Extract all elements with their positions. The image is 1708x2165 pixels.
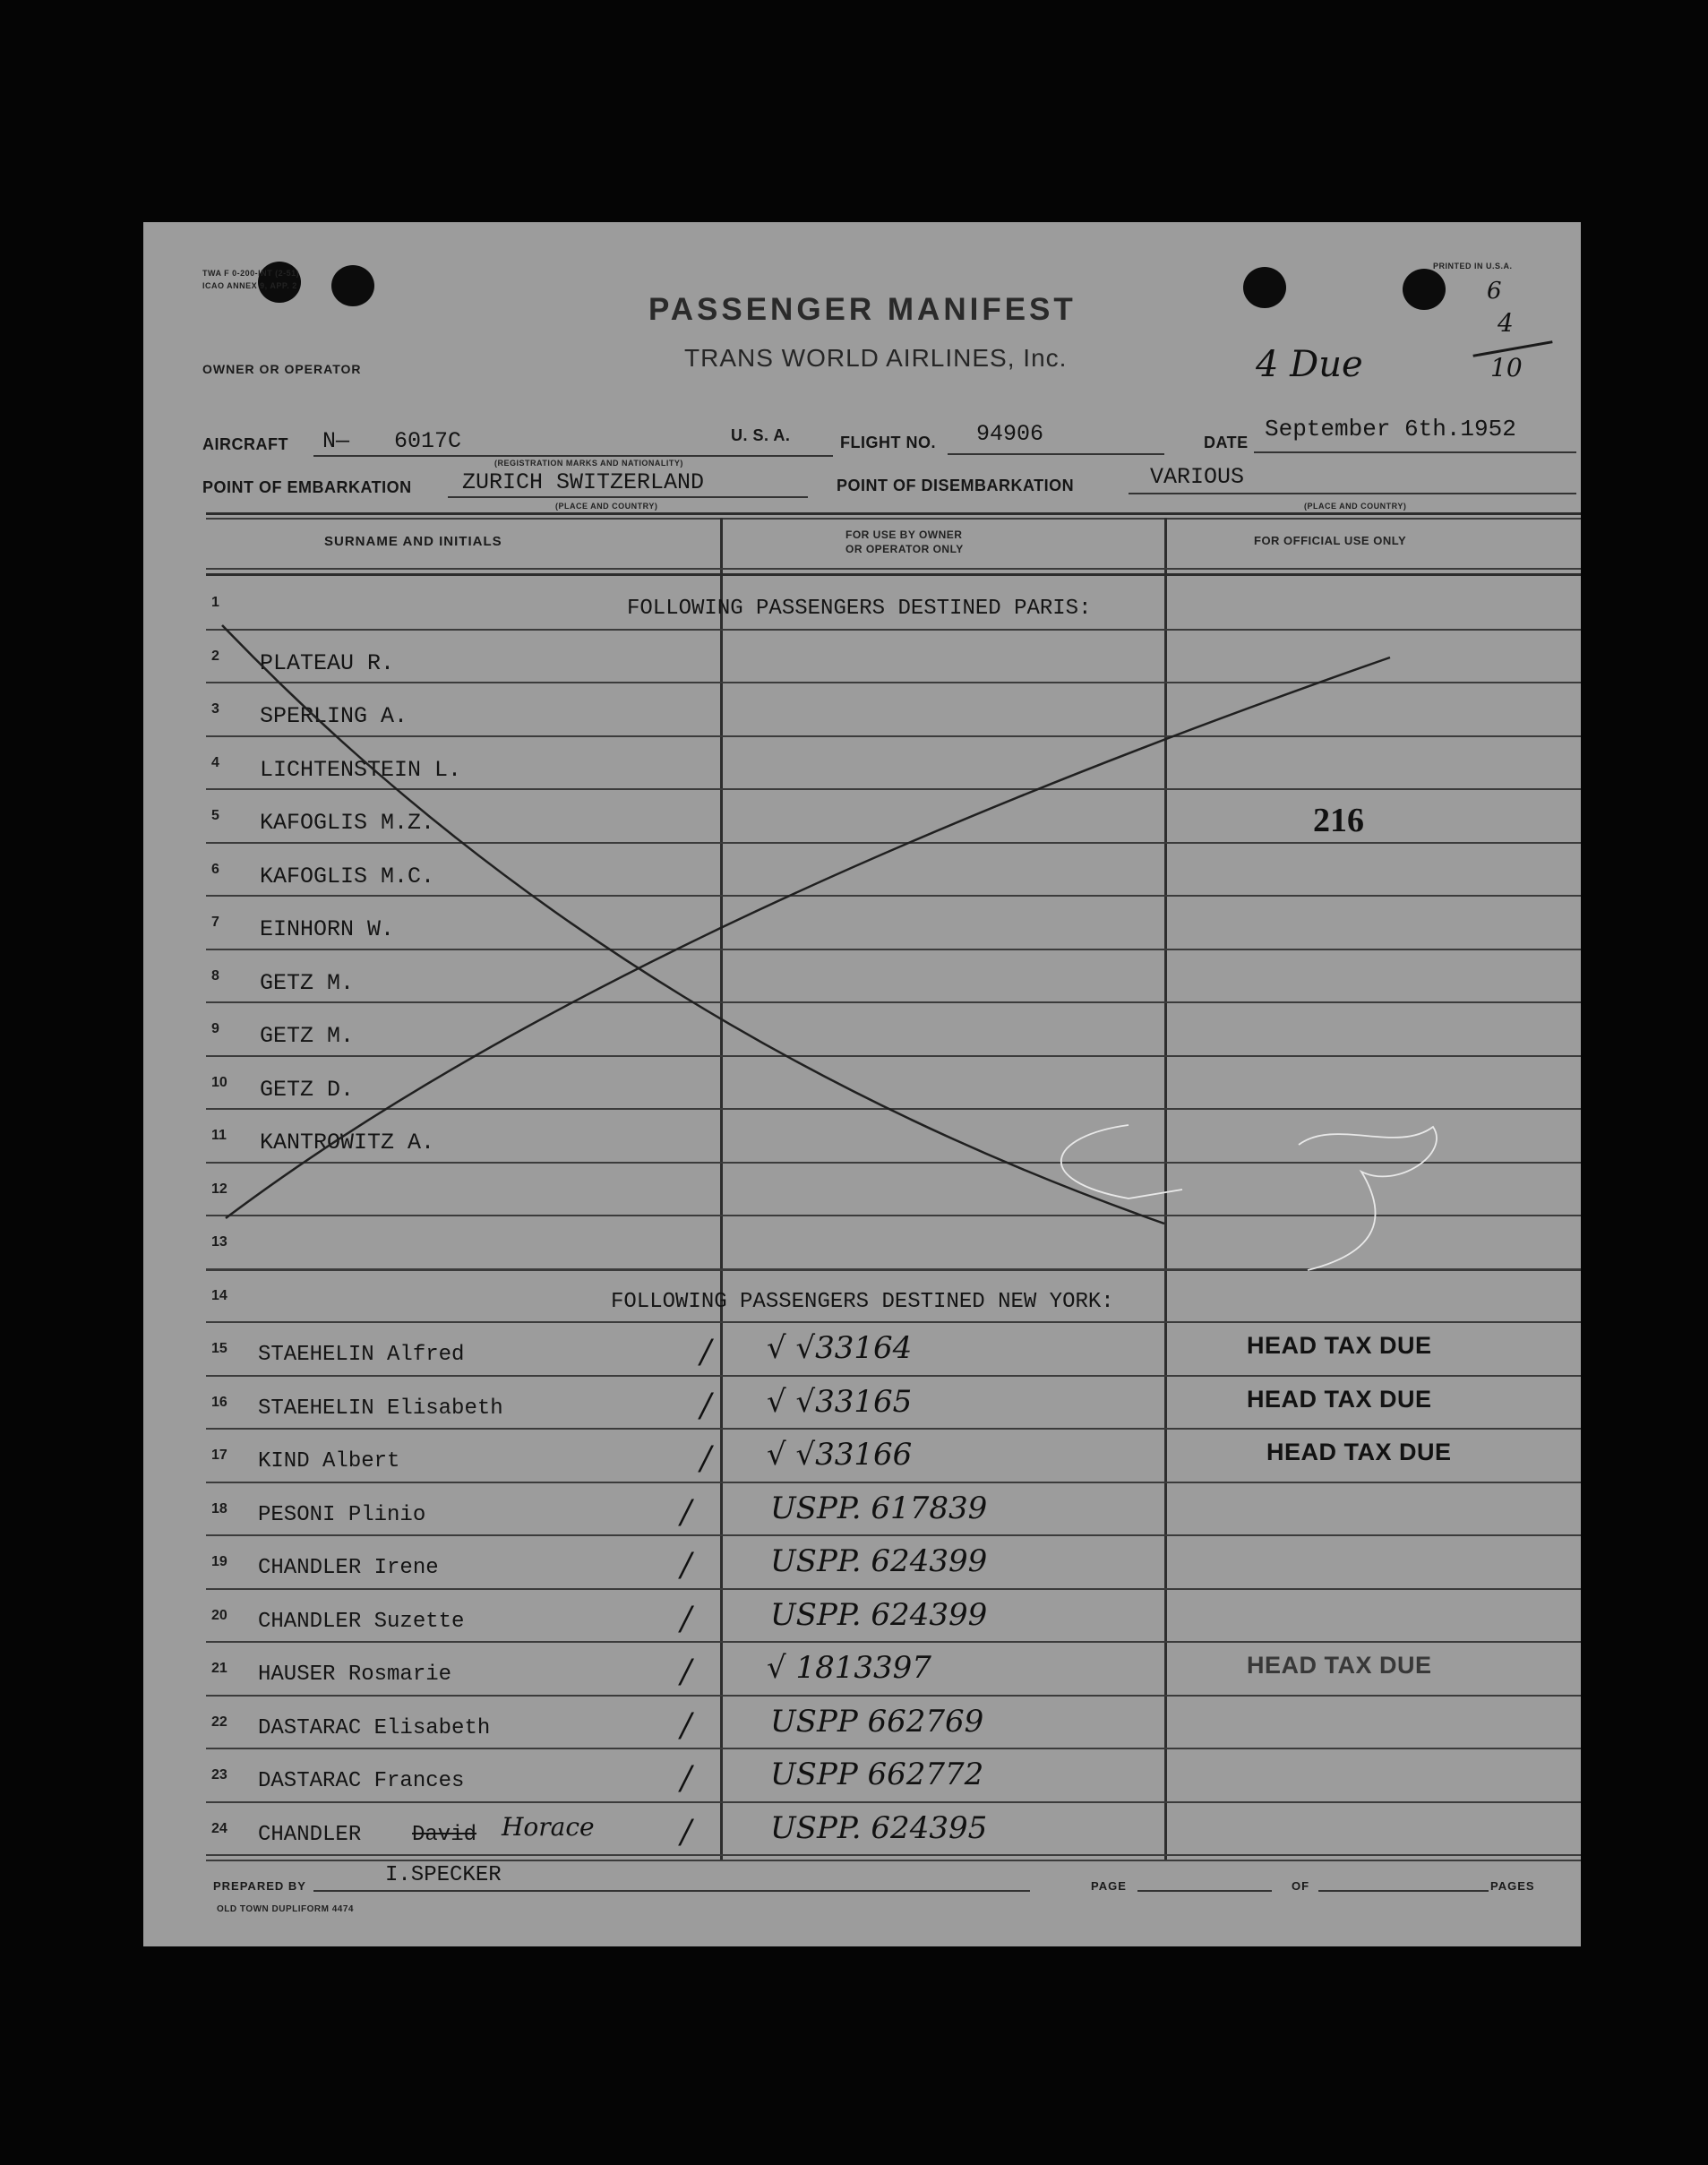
passenger-name: EINHORN W. (260, 916, 395, 942)
row-number: 1 (211, 595, 219, 610)
passenger-name: DASTARAC Frances (258, 1769, 465, 1793)
row-number: 5 (211, 808, 219, 823)
struck-name: David (412, 1822, 477, 1847)
owner-label: OWNER OR OPERATOR (202, 362, 362, 376)
operator-name: TRANS WORLD AIRLINES, Inc. (684, 344, 1068, 372)
passenger-name: LICHTENSTEIN L. (260, 756, 462, 783)
printer-imprint: OLD TOWN DUPLIFORM 4474 (217, 1904, 354, 1914)
row-number: 24 (211, 1820, 227, 1836)
check-mark: / (681, 1600, 692, 1637)
passenger-name: STAEHELIN Elisabeth (258, 1396, 503, 1421)
passport-note: √ √33164 (767, 1330, 913, 1366)
head-tax-stamp: HEAD TAX DUE (1266, 1439, 1452, 1465)
flight-number: 94906 (976, 421, 1044, 447)
row-number: 9 (211, 1021, 219, 1036)
aircraft-prefix: N— (322, 428, 350, 454)
cancel-stroke-2 (226, 657, 1390, 1218)
row-number: 11 (211, 1128, 227, 1143)
page-note-numerator: 4 (1498, 308, 1514, 338)
passenger-name: SPERLING A. (260, 703, 408, 729)
row-number: 23 (211, 1767, 227, 1783)
chalk-mark-1 (1061, 1125, 1182, 1198)
passenger-name: DASTARAC Elisabeth (258, 1715, 491, 1740)
passenger-name: GETZ D. (260, 1076, 355, 1103)
disembarkation-label: POINT OF DISEMBARKATION (837, 477, 1075, 494)
passport-note: √ √33166 (767, 1437, 913, 1473)
passport-note: USPP 662772 (770, 1757, 984, 1792)
row-number: 21 (211, 1661, 227, 1676)
passenger-name: CHANDLER Irene (258, 1556, 439, 1580)
row-number: 22 (211, 1714, 227, 1730)
check-mark: / (681, 1547, 692, 1584)
usa-label: U. S. A. (731, 426, 791, 444)
registration-caption: (REGISTRATION MARKS AND NATIONALITY) (494, 459, 683, 468)
disembarkation-point: VARIOUS (1150, 464, 1245, 490)
check-mark: / (681, 1760, 692, 1797)
passport-note: USPP. 624395 (770, 1809, 988, 1846)
page-note-denominator: 10 (1490, 353, 1523, 382)
head-tax-stamp: HEAD TAX DUE (1247, 1332, 1432, 1359)
cancel-stroke-1 (222, 625, 1164, 1224)
passenger-name: GETZ M. (260, 1023, 355, 1049)
passenger-name: CHANDLER (258, 1822, 362, 1847)
page-title: PASSENGER MANIFEST (648, 292, 1077, 327)
row-number: 10 (211, 1074, 227, 1090)
head-tax-stamp: HEAD TAX DUE (1247, 1652, 1432, 1679)
check-mark: / (700, 1440, 712, 1477)
passport-note: USPP. 617839 (770, 1490, 988, 1526)
manifest-sheet (143, 222, 1581, 1946)
passenger-name: GETZ M. (260, 969, 355, 996)
aircraft-label: AIRCRAFT (202, 435, 288, 453)
passport-note: USPP. 624399 (770, 1596, 988, 1633)
row-number: 14 (211, 1287, 227, 1303)
row-number: 2 (211, 648, 219, 664)
embarkation-caption: (PLACE AND COUNTRY) (555, 502, 658, 511)
form-number: TWA F 0-200-INT (2-51) (202, 269, 300, 278)
passenger-name: PESONI Plinio (258, 1502, 426, 1527)
row-number: 7 (211, 915, 219, 930)
page-label: PAGE (1091, 1879, 1127, 1893)
row-number: 4 (211, 754, 219, 770)
row-number: 6 (211, 861, 219, 877)
row-number: 12 (211, 1181, 227, 1197)
chalk-mark-2 (1299, 1127, 1437, 1270)
check-mark: / (700, 1387, 712, 1424)
page-note-top: 6 (1487, 278, 1502, 305)
check-mark: / (681, 1706, 692, 1744)
passenger-name: KAFOGLIS M.Z. (260, 810, 435, 836)
passenger-name: STAEHELIN Alfred (258, 1343, 465, 1367)
passport-note: USPP. 624399 (770, 1543, 988, 1579)
row-number: 19 (211, 1554, 227, 1569)
passenger-name: CHANDLER Suzette (258, 1609, 465, 1634)
prepared-by: I.SPECKER (385, 1863, 502, 1887)
check-mark: / (700, 1334, 712, 1370)
pen-marks (143, 222, 1581, 1946)
handwritten-name: Horace (502, 1811, 595, 1842)
passenger-name: KANTROWITZ A. (260, 1130, 435, 1156)
check-mark: / (681, 1813, 692, 1851)
row-number: 3 (211, 701, 219, 717)
date-label: DATE (1204, 434, 1249, 451)
row-number: 18 (211, 1500, 227, 1516)
passenger-name: KAFOGLIS M.C. (260, 863, 435, 889)
passport-note: √ √33165 (767, 1383, 913, 1420)
passenger-name: PLATEAU R. (260, 649, 395, 676)
of-label: OF (1292, 1879, 1310, 1893)
flight-number-label: FLIGHT NO. (840, 434, 936, 451)
passport-note: USPP 662769 (770, 1703, 984, 1740)
row-number: 8 (211, 967, 219, 984)
aircraft-registration: 6017C (394, 428, 462, 454)
passenger-name: HAUSER Rosmarie (258, 1662, 452, 1687)
due-note: 4 Due (1256, 344, 1363, 385)
disembarkation-caption: (PLACE AND COUNTRY) (1304, 502, 1407, 511)
embarkation-label: POINT OF EMBARKATION (202, 478, 412, 496)
embarkation-point: ZURICH SWITZERLAND (462, 469, 705, 495)
passenger-name: KIND Albert (258, 1449, 400, 1473)
passport-note: √ 1813397 (767, 1650, 931, 1686)
column-header-owner-2: OR OPERATOR ONLY (845, 543, 964, 555)
destination-banner: FOLLOWING PASSENGERS DESTINED PARIS: (627, 597, 1092, 621)
row-number: 13 (211, 1234, 227, 1250)
prepared-by-label: PREPARED BY (213, 1879, 306, 1893)
flight-date: September 6th.1952 (1265, 416, 1516, 442)
check-mark: / (681, 1654, 692, 1690)
official-number: 216 (1313, 802, 1364, 839)
destination-banner: FOLLOWING PASSENGERS DESTINED NEW YORK: (611, 1289, 1114, 1314)
row-number: 16 (211, 1394, 227, 1410)
column-header-owner-1: FOR USE BY OWNER (845, 528, 963, 541)
form-annex: ICAO ANNEX 9, APP. 2 (202, 281, 297, 290)
check-mark: / (681, 1493, 692, 1531)
head-tax-stamp: HEAD TAX DUE (1247, 1385, 1432, 1413)
row-number: 15 (211, 1341, 227, 1356)
printed-in-label: PRINTED IN U.S.A. (1433, 262, 1513, 271)
row-number: 17 (211, 1448, 227, 1463)
row-number: 20 (211, 1607, 227, 1623)
column-header-surname: SURNAME AND INITIALS (324, 534, 502, 549)
column-header-official: FOR OFFICIAL USE ONLY (1254, 534, 1407, 547)
pages-label: PAGES (1490, 1879, 1535, 1893)
